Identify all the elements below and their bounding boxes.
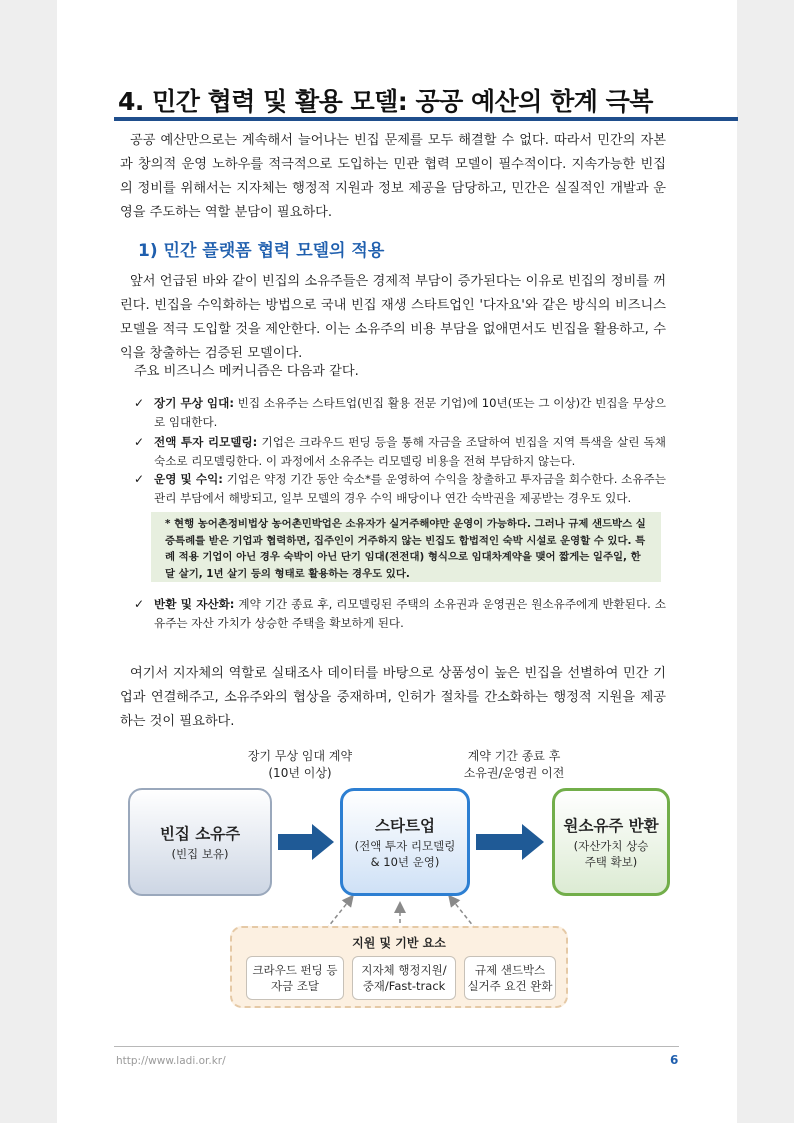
footer-divider bbox=[114, 1046, 679, 1047]
bullet-item bbox=[134, 470, 666, 508]
check-icon: ✓ bbox=[134, 396, 145, 410]
support-item-sandbox: 규제 샌드박스 실거주 요건 완화 bbox=[464, 956, 556, 1000]
section-paragraph: 앞서 언급된 바와 같이 빈집의 소유주들은 경제적 부담이 증가된다는 이유로 빈집의 정비를 꺼린다. 빈집을 수익화하는 방법으로 국내 빈집 재생 스타트업인 '다자요'와 같은 방식의 비즈니스 모델을 적극 도입할 것을 제안한다. 이는 소유주의 비용 부담을 없애면서도 빈집을 활용하고, 수익을 창출하는 검증된 모델이다. bbox=[120, 274, 666, 361]
bullet-label: 장기 무상 임대: bbox=[154, 396, 234, 410]
support-panel bbox=[230, 926, 568, 1008]
intro-paragraph: 공공 예산만으로는 계속해서 늘어나는 빈집 문제를 모두 해결할 수 없다. 따라서 민간의 자본과 창의적 운영 노하우를 적극적으로 도입하는 민관 협력 모델이 필수적이다. 지속가능한 빈집의 정비를 위해서는 지자체는 행정적 지원과 정보 제공을 담당하고, 민간은 실질적인 개발과 운영을 주도하는 역할 분담이 필요하다. bbox=[120, 133, 666, 220]
arrow-startup-to-owner bbox=[476, 824, 544, 860]
check-icon: ✓ bbox=[134, 472, 145, 486]
bullet-text: 빈집 소유주는 스타트업(빈집 활용 전문 기업)에 10년(또는 그 이상)간 빈집을 무상으로 임대한다. bbox=[154, 396, 666, 429]
collaboration-model-diagram bbox=[112, 714, 686, 1014]
bullet-label: 운영 및 수익: bbox=[154, 472, 223, 486]
page-number: 6 bbox=[670, 1053, 679, 1067]
page-title: 4. 민간 협력 및 활용 모델: 공공 예산의 한계 극복 bbox=[118, 87, 653, 116]
bullet-text: 기업은 약정 기간 동안 숙소*를 운영하여 수익을 창출하고 투자금을 회수한다. 소유주는 관리 부담에서 해방되고, 일부 모델의 경우 수익 배당이나 연간 숙박권을 제공받는 경우도 있다. bbox=[154, 472, 666, 505]
startup-box: 스타트업 (전액 투자 리모델링 & 10년 운영) bbox=[340, 788, 470, 896]
bullet-item bbox=[134, 595, 666, 633]
footnote-box: * 현행 농어촌정비법상 농어촌민박업은 소유자가 실거주해야만 운영이 가능하다. 그러나 규제 샌드박스 실증특례를 받은 기업과 협력하면, 집주인이 거주하지 않는 빈집도 합법적인 숙박 시설로 운영할 수 있다. 특례 적용 기업이 아닌 경우 숙박이 아닌 단기 임대(전전대) 형식으로 임대차계약을 맺어 짧게는 일주일, 한 달 살기, 1년 살기 등의 형태로 활용하는 경우도 있다. bbox=[151, 512, 661, 582]
bullet-text: 기업은 크라우드 펀딩 등을 통해 자금을 조달하여 빈집을 지역 특색을 살린 독채 숙소로 리모델링한다. 이 과정에서 소유주는 리모델링 비용을 전혀 부담하지 않는다. bbox=[154, 435, 666, 468]
bullet-label: 전액 투자 리모델링: bbox=[154, 435, 258, 449]
owner-box: 빈집 소유주 (빈집 보유) bbox=[128, 788, 272, 896]
mechanism-lead: 주요 비즈니스 메커니즘은 다음과 같다. bbox=[134, 364, 359, 379]
caption-transfer: 계약 기간 종료 후 소유권/운영권 이전 bbox=[463, 749, 565, 780]
footer-url: http://www.ladi.or.kr/ bbox=[116, 1055, 226, 1067]
support-title: 지원 및 기반 요소 bbox=[352, 936, 446, 950]
arrow-owner-to-startup bbox=[278, 824, 334, 860]
section-heading: 1) 민간 플랫폼 협력 모델의 적용 bbox=[138, 241, 385, 261]
title-underline bbox=[114, 117, 738, 121]
check-icon: ✓ bbox=[134, 597, 145, 611]
bullet-item bbox=[134, 433, 666, 471]
closing-paragraph: 여기서 지자체의 역할로 실태조사 데이터를 바탕으로 상품성이 높은 빈집을 선별하여 민간 기업과 연결해주고, 소유주와의 협상을 중재하며, 인허가 절차를 간소화하는 행정적 지원을 제공하는 것이 필요하다. bbox=[120, 666, 666, 729]
support-item-admin: 지자체 행정지원/ 중재/Fast-track bbox=[352, 956, 456, 1000]
return-box: 원소유주 반환 (자산가치 상승 주택 확보) bbox=[552, 788, 670, 896]
bullet-text: 계약 기간 종료 후, 리모델링된 주택의 소유권과 운영권은 원소유주에게 반환된다. 소유주는 자산 가치가 상승한 주택을 확보하게 된다. bbox=[154, 597, 666, 630]
check-icon: ✓ bbox=[134, 435, 145, 449]
support-item-funding: 크라우드 펀딩 등 자금 조달 bbox=[246, 956, 344, 1000]
bullet-label: 반환 및 자산화: bbox=[154, 597, 235, 611]
bullet-item bbox=[134, 394, 666, 432]
caption-lease: 장기 무상 임대 계약 (10년 이상) bbox=[247, 749, 353, 780]
